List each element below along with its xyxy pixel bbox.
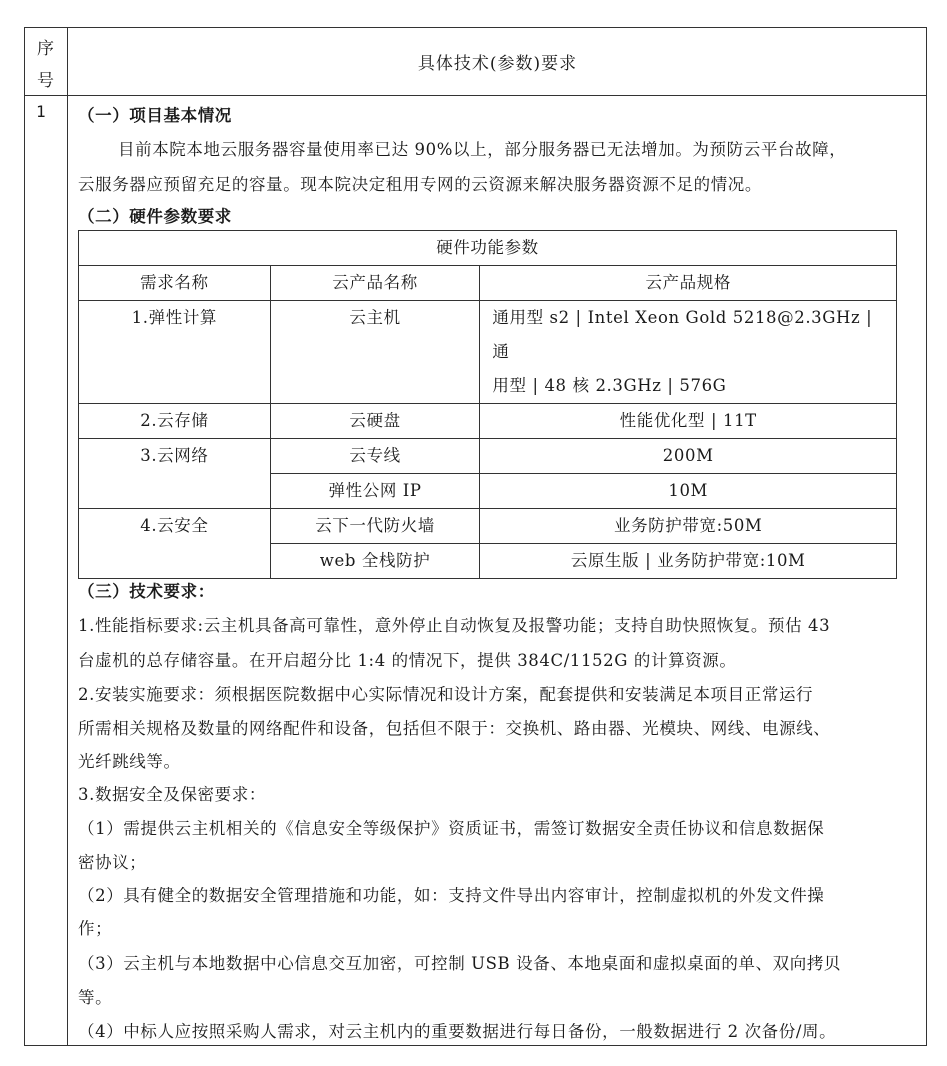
req-cell: 2.云存储 [79,404,271,439]
section3-line: 台虚机的总存储容量。在开启超分比 1:4 的情况下，提供 384C/1152G 的计算资源。 [78,651,737,670]
row-number: 1 [36,102,46,121]
product-cell: 弹性公网 IP [270,474,480,509]
product-cell: 云专线 [270,439,480,474]
section3-title: （三）技术要求： [78,582,215,601]
seq-header-1: 序 [37,39,54,59]
req-cell: 1.弹性计算 [79,301,271,404]
hardware-params-table [78,230,897,579]
table-title: 硬件功能参数 [79,231,897,266]
section3-line: 所需相关规格及数量的网络配件和设备，包括但不限于：交换机、路由器、光模块、网线、电源线、 [78,719,831,738]
requirements-header: 具体技术(参数)要求 [417,54,578,74]
spec-line: 用型 | 48 核 2.3GHz | 576G [492,376,727,395]
column-divider [67,27,68,1046]
col-header-req: 需求名称 [79,266,271,301]
col-header-spec: 云产品规格 [480,266,897,301]
product-cell: 云主机 [270,301,480,404]
section3-line: 1.性能指标要求:云主机具备高可靠性，意外停止自动恢复及报警功能；支持自助快照恢复。预估 43 [78,616,831,635]
section3-line: （1）需提供云主机相关的《信息安全等级保护》资质证书，需签订数据安全责任协议和信息数据保 [78,819,825,838]
section3-line: 作； [78,919,113,938]
section3-line: 2.安装实施要求：须根据医院数据中心实际情况和设计方案，配套提供和安装满足本项目正常运行 [78,685,814,704]
product-cell: 云硬盘 [270,404,480,439]
section3-line: 密协议； [78,853,147,872]
col-header-product: 云产品名称 [270,266,480,301]
section3-line: （2）具有健全的数据安全管理措施和功能，如：支持文件导出内容审计，控制虚拟机的外发文件操 [78,886,825,905]
spec-cell: 200M [480,439,897,474]
section1-title: （一）项目基本情况 [78,106,232,125]
section2-title: （二）硬件参数要求 [78,207,232,226]
spec-cell: 云原生版 | 业务防护带宽:10M [480,544,897,579]
header-divider [24,95,927,96]
section3-line: （4）中标人应按照采购人需求，对云主机内的重要数据进行每日备份，一般数据进行 2 次备份/周。 [78,1022,837,1041]
req-cell: 3.云网络 [79,439,271,509]
spec-cell: 10M [480,474,897,509]
spec-cell: 性能优化型 | 11T [480,404,897,439]
product-cell: web 全栈防护 [270,544,480,579]
section3-line: 3.数据安全及保密要求： [78,785,266,804]
section3-line: （3）云主机与本地数据中心信息交互加密，可控制 USB 设备、本地桌面和虚拟桌面的单、双向拷贝 [78,954,842,973]
product-cell: 云下一代防火墙 [270,509,480,544]
seq-header-2: 号 [37,71,54,91]
section1-para-line1: 目前本院本地云服务器容量使用率已达 90%以上，部分服务器已无法增加。为预防云平台故障， [118,140,847,159]
section3-line: 光纤跳线等。 [78,752,181,771]
req-cell: 4.云安全 [79,509,271,579]
section1-para-line2: 云服务器应预留充足的容量。现本院决定租用专网的云资源来解决服务器资源不足的情况。 [78,175,762,194]
section3-line: 等。 [78,988,113,1007]
spec-cell: 业务防护带宽:50M [480,509,897,544]
spec-line: 通用型 s2 | Intel Xeon Gold 5218@2.3GHz | 通 [492,308,873,361]
spec-cell [480,301,897,404]
